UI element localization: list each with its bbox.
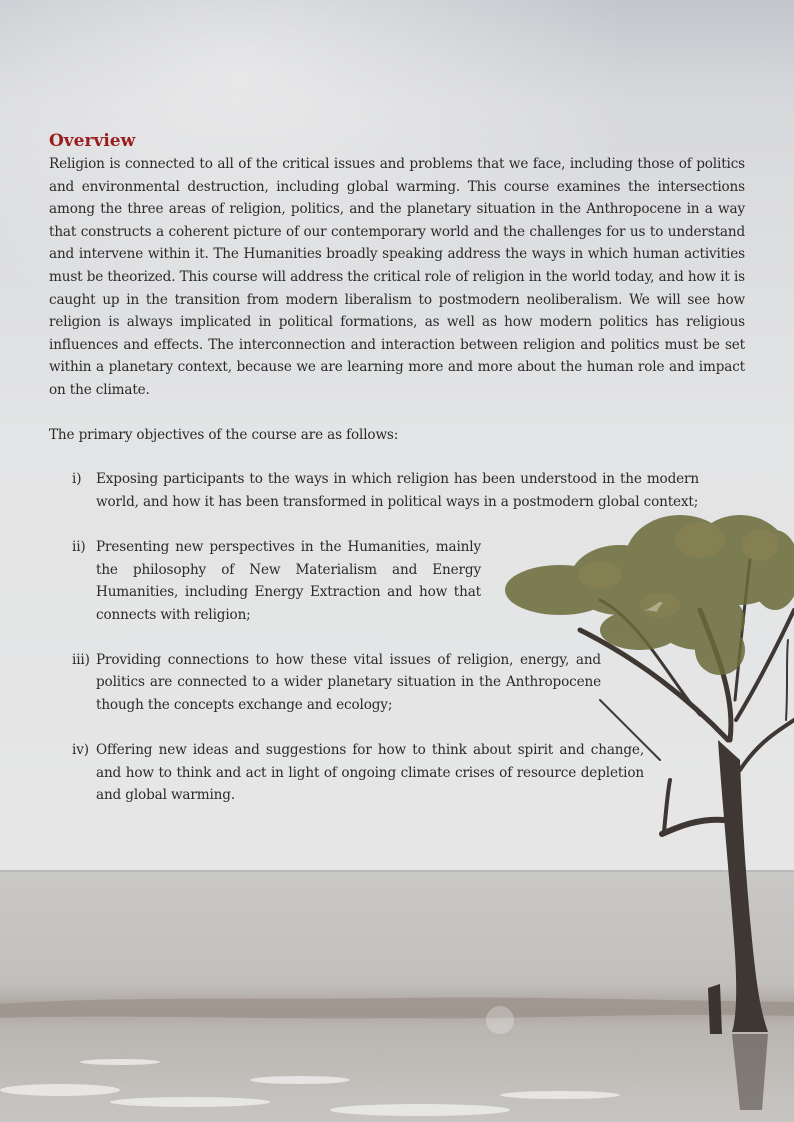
overview-heading: Overview xyxy=(49,131,136,151)
objective-text: Presenting new perspectives in the Humanities, mainly the philosophy of New Materialism and Energy Humanities, including Energy Extraction and how that connects with religion; xyxy=(96,538,481,623)
objective-number: i) xyxy=(72,471,82,488)
tree-stump xyxy=(708,984,722,1034)
objective-number: ii) xyxy=(72,538,86,555)
objective-number: iv) xyxy=(72,742,89,759)
objectives-list xyxy=(49,468,745,807)
overview-paragraph: Religion is connected to all of the critical issues and problems that we face, including those of politics and environmental destruction, including global warming. This course examines the intersections among the three areas of religion, politics, and the planetary situation in the Anthropocene in a way that constructs a coherent picture of our contemporary world and the challenges for us to understand and intervene within it. The Humanities broadly speaking address the ways in which human activities must be theorized. This course will address the critical role of religion in the world today, and how it is caught up in the transition from modern liberalism to postmodern neoliberalism. We will see how religion is always implicated in political formations, as well as how modern politics has religious influences and effects. The interconnection and interaction between religion and politics must be set within a planetary context, because we are learning more and more about the human role and impact on the climate. xyxy=(49,156,745,398)
objective-item xyxy=(49,536,481,626)
objective-number: iii) xyxy=(72,651,90,668)
objective-item xyxy=(49,739,644,807)
sea xyxy=(0,870,794,1122)
objective-item xyxy=(49,649,601,717)
objective-text: Offering new ideas and suggestions for how to think about spirit and change, and how to think and act in light of ongoing climate crises of resource depletion and global warming. xyxy=(96,742,644,804)
objective-item xyxy=(49,468,699,513)
content-area xyxy=(49,130,745,830)
objective-text: Providing connections to how these vital issues of religion, energy, and politics are connected to a wider planetary situation in the Anthropocene though the concepts exchange and ecology; xyxy=(96,651,601,714)
objective-text: Exposing participants to the ways in which religion has been understood in the modern world, and how it has been transformed in political ways in a postmodern global context; xyxy=(96,471,699,510)
objectives-intro: The primary objectives of the course are as follows: xyxy=(49,426,399,443)
